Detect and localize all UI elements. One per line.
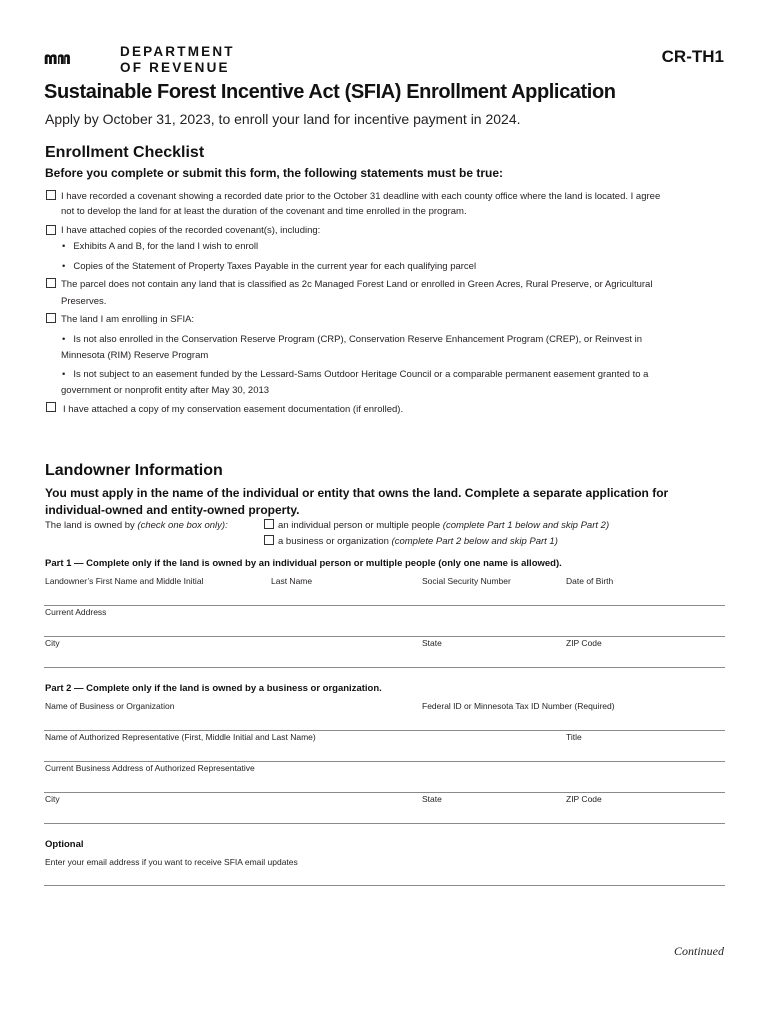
field-city[interactable]: City xyxy=(45,638,60,648)
owned-by-prefix: The land is owned by xyxy=(45,520,135,531)
checklist-lead: Before you complete or submit this form, the following statements must be true: xyxy=(45,166,504,180)
checklist-checkbox-easement-doc[interactable] xyxy=(46,402,56,412)
divider xyxy=(44,885,725,886)
field-federal-id[interactable]: Federal ID or Minnesota Tax ID Number (Required) xyxy=(422,701,615,711)
divider xyxy=(44,823,725,824)
field-zip[interactable]: ZIP Code xyxy=(566,638,602,648)
checklist-item-easement-doc: I have attached a copy of my conservation easement documentation (if enrolled). xyxy=(63,404,404,415)
checklist-bullet-easement: • Is not subject to an easement funded by the Lessard-Sams Outdoor Heritage Council or a comparable permanent easement granted to a xyxy=(62,366,648,383)
checklist-heading: Enrollment Checklist xyxy=(45,144,205,161)
checklist-item-copies: I have attached copies of the recorded covenant(s), including: xyxy=(61,225,321,236)
checklist-checkbox-copies[interactable] xyxy=(46,225,56,235)
owned-by-hint: (check one box only): xyxy=(137,520,228,531)
field-first-name[interactable]: Landowner’s First Name and Middle Initial xyxy=(45,576,204,586)
field-ssn[interactable]: Social Security Number xyxy=(422,576,511,586)
divider xyxy=(44,667,725,668)
divider xyxy=(44,730,725,731)
field-last-name[interactable]: Last Name xyxy=(271,576,313,586)
owner-individual-text: an individual person or multiple people xyxy=(278,520,441,531)
department-name-line1: DEPARTMENT xyxy=(120,44,235,59)
part2-heading: Part 2 — Complete only if the land is owned by a business or organization. xyxy=(45,683,382,694)
field-state[interactable]: State xyxy=(422,638,442,648)
field-dob[interactable]: Date of Birth xyxy=(566,576,614,586)
owned-by-label xyxy=(45,517,228,534)
field-rep-name[interactable]: Name of Authorized Representative (First, Middle Initial and Last Name) xyxy=(45,732,316,742)
field-rep-title[interactable]: Title xyxy=(566,732,582,742)
checklist-item-parcel-line2: Preserves. xyxy=(61,296,107,307)
page-subtitle: Apply by October 31, 2023, to enroll your land for incentive payment in 2024. xyxy=(45,111,521,127)
owner-individual-hint: (complete Part 1 below and skip Part 2) xyxy=(442,520,610,531)
checklist-item-covenant-line2: not to develop the land for at least the duration of the covenant and time enrolled in the program. xyxy=(61,206,467,217)
checklist-bullet-exhibits: • Exhibits A and B, for the land I wish to enroll xyxy=(62,238,258,255)
checklist-item-parcel-line1: The parcel does not contain any land that is classified as 2c Managed Forest Land or enrolled in Green Acres, Rural Preserve, or Agricultural xyxy=(61,279,653,290)
field-current-address[interactable]: Current Address xyxy=(45,607,107,617)
checklist-item-land: The land I am enrolling in SFIA: xyxy=(61,314,195,325)
checklist-checkbox-parcel[interactable] xyxy=(46,278,56,288)
field-business-name[interactable]: Name of Business or Organization xyxy=(45,701,175,711)
checklist-checkbox-land[interactable] xyxy=(46,313,56,323)
owner-business-hint: (complete Part 2 below and skip Part 1) xyxy=(391,536,558,547)
divider xyxy=(44,605,725,606)
divider xyxy=(44,636,725,637)
department-name-line2: OF REVENUE xyxy=(120,60,230,75)
checklist-bullet-crp: • Is not also enrolled in the Conservation Reserve Program (CRP), Conservation Reserve Enhancement Program (CREP), or Reinvest in xyxy=(62,331,642,348)
checklist-bullet-statements: • Copies of the Statement of Property Taxes Payable in the current year for each qualifying parcel xyxy=(62,258,476,275)
owner-business-label xyxy=(278,533,558,550)
landowner-lead-line2: individual-owned and entity-owned property. xyxy=(45,503,300,517)
checklist-bullet-crp-line2: Minnesota (RIM) Reserve Program xyxy=(61,350,209,361)
field-business-state[interactable]: State xyxy=(422,794,442,804)
form-id: CR-TH1 xyxy=(661,47,724,66)
owner-individual-checkbox[interactable] xyxy=(264,519,274,529)
continued-note: Continued xyxy=(674,944,724,958)
landowner-heading: Landowner Information xyxy=(45,462,223,479)
field-business-address[interactable]: Current Business Address of Authorized Representative xyxy=(45,763,255,773)
checklist-checkbox-covenant[interactable] xyxy=(46,190,56,200)
owner-business-checkbox[interactable] xyxy=(264,535,274,545)
field-business-zip[interactable]: ZIP Code xyxy=(566,794,602,804)
owner-business-text: a business or organization xyxy=(278,536,389,547)
field-email[interactable]: Enter your email address if you want to receive SFIA email updates xyxy=(45,857,298,867)
divider xyxy=(44,761,725,762)
page-title: Sustainable Forest Incentive Act (SFIA) Enrollment Application xyxy=(44,81,616,103)
owner-individual-label xyxy=(278,517,609,534)
checklist-item-covenant-line1: I have recorded a covenant showing a recorded date prior to the October 31 deadline with each county office where the land is located. I agree xyxy=(61,191,661,202)
field-business-city[interactable]: City xyxy=(45,794,60,804)
landowner-lead-line1: You must apply in the name of the individual or entity that owns the land. Complete a separate application for xyxy=(45,486,669,500)
part1-heading: Part 1 — Complete only if the land is owned by an individual person or multiple people (only one name is allowed). xyxy=(45,558,562,569)
divider xyxy=(44,792,725,793)
mn-logo-icon xyxy=(44,44,116,74)
checklist-bullet-easement-line2: government or nonprofit entity after May 30, 2013 xyxy=(61,385,270,396)
optional-heading: Optional xyxy=(45,839,84,850)
